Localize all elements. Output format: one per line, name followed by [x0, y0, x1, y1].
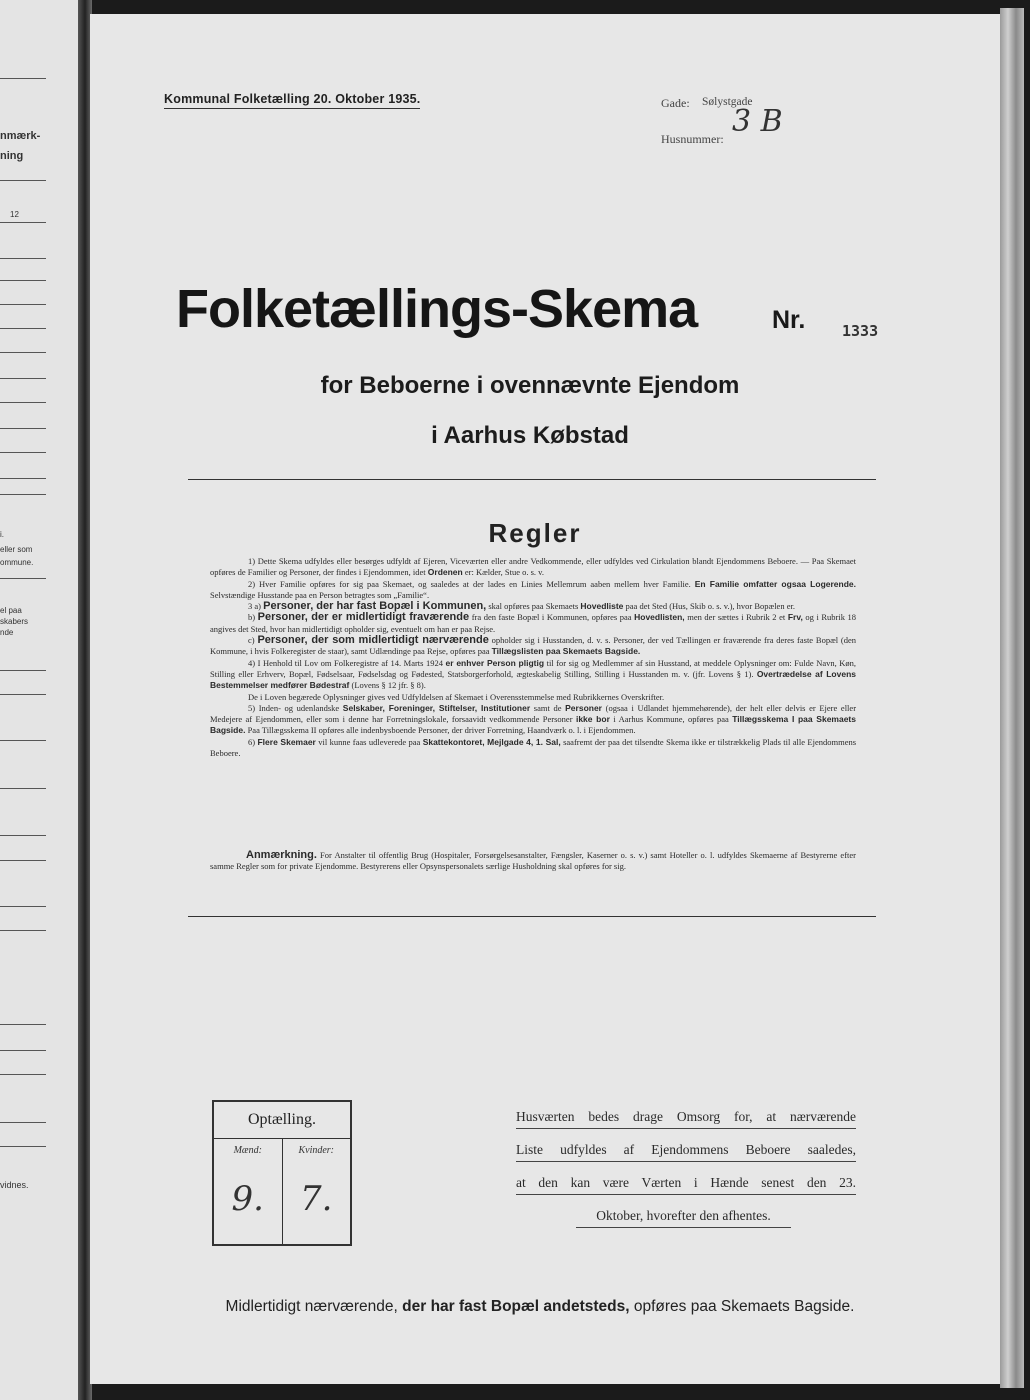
left-rule — [0, 280, 46, 281]
left-rule — [0, 258, 46, 259]
footer-note: Midlertidigt nærværende, der har fast Bopæl andetsteds, opføres paa Skemaets Bagside. — [225, 1298, 855, 1315]
left-rule — [0, 906, 46, 907]
rule-3c: c) Personer, der som midlertidigt nærværende opholder sig i Husstanden, d. v. s. Personer, der ved Tællingen er fraværende fra deres faste Bopæl (den Kommune, i hvis Folkeregister de staar), samt Udlændinge paa Rejse, opføres paa Tillægslisten paa Skemaets Bagside. — [210, 634, 857, 657]
men-count: 9. — [231, 1179, 264, 1219]
left-rule — [0, 180, 46, 181]
nr-label: Nr. — [772, 306, 806, 334]
count-box — [212, 1100, 352, 1246]
rules-heading: Regler — [488, 518, 582, 548]
left-rule — [0, 1050, 46, 1051]
rule-4-note: De i Loven begærede Oplysninger gives ved Udfyldelsen af Skemaet i Overensstemmelse med Rubrikkernes Overskrifter. — [248, 691, 665, 702]
left-rule — [0, 1074, 46, 1075]
left-text-fragment: nmærk- — [0, 130, 41, 142]
left-text-fragment: skabers — [0, 617, 29, 626]
left-rule — [0, 352, 46, 353]
left-text-fragment: i. — [0, 530, 4, 539]
left-rule — [0, 740, 46, 741]
left-text-fragment: 12 — [10, 210, 19, 219]
rule-6: 6) Flere Skemaer vil kunne faas udleverede paa Skattekontoret, Mejlgade 4, 1. Sal, saafremt der paa det tilsendte Skema ikke er tilstrækkelig Plads til alle Ejendommens Beboere. — [210, 736, 857, 759]
men-column — [214, 1139, 282, 1245]
left-rule — [0, 452, 46, 453]
left-text-fragment: vidnes. — [0, 1180, 29, 1190]
left-rule — [0, 860, 46, 861]
left-text-fragment: eller som — [0, 545, 33, 554]
left-rule — [0, 494, 46, 495]
left-rule — [0, 1122, 46, 1123]
rule-3b: b) Personer, der er midlertidigt fraværende fra den faste Bopæl i Kommunen, opføres paa Hovedlisten, men der sættes i Rubrik 2 et Frv, og i Rubrik 18 angives det Sted, hvor han midlertidigt opholder sig, eventuelt om han er paa Rejse. — [210, 611, 857, 634]
left-rule — [0, 328, 46, 329]
left-page-fragment — [0, 0, 82, 1400]
women-column — [282, 1139, 351, 1245]
page-title: Folketællings-Skema — [176, 279, 698, 339]
left-rule — [0, 402, 46, 403]
left-rule — [0, 578, 46, 579]
landlord-line: Husværten bedes drage Omsorg for, at nærværende — [516, 1106, 856, 1129]
divider — [188, 479, 876, 480]
left-rule — [0, 670, 46, 671]
rule-4: 4) I Henhold til Lov om Folkeregistre af 14. Marts 1924 er enhver Person pligtig til for sig og Medlemmer af sin Husstand, at meddele Oplysninger om: Fulde Navn, Køn, Stilling eller Erhverv, Bopæl, Fødselsaar, Fødselsdag og Fødested, Statsborgerforhold, ægteskabelig Stilling, Stilling i Husstanden m. v. (jfr. Lovens § 1). Overtrædelse af Lovens Bestemmelser medfører Bødestraf (Lovens § 12 jfr. § 8). — [210, 657, 857, 691]
landlord-instructions — [516, 1106, 856, 1238]
rule-2: 2) Hver Familie opføres for sig paa Skemaet, og saaledes at der lades en Linies Mellemrum aaben mellem hver Familie. En Familie omfatter ogsaa Logerende. Selvstændige Husstande paa en Person betragtes som „Familie“. — [210, 578, 856, 600]
left-text-fragment: nde — [0, 628, 14, 637]
rule-3a: 3 a) Personer, der har fast Bopæl i Kommunen, skal opføres paa Skemaets Hovedliste paa det Sted (Hus, Skib o. s. v.), hvor Bopælen er. — [248, 600, 795, 613]
house-number-value: 3 B — [732, 104, 783, 139]
left-rule — [0, 478, 46, 479]
left-text-fragment: ning — [0, 150, 24, 162]
landlord-line: Liste udfyldes af Ejendommens Beboere saaledes, — [516, 1139, 856, 1162]
left-rule — [0, 694, 46, 695]
landlord-line: at den kan være Værten i Hænde senest den 23. — [516, 1172, 856, 1195]
left-rule — [0, 222, 46, 223]
men-label: Mænd: — [233, 1145, 262, 1156]
left-rule — [0, 835, 46, 836]
landlord-line: Oktober, hvorefter den afhentes. — [576, 1205, 791, 1228]
rule-5: 5) Inden- og udenlandske Selskaber, Foreninger, Stiftelser, Institutioner samt de Personer (ogsaa i Udlandet hjemmehørende), der helt eller delvis er Ejere eller Medejere af Ejendommen, eller som i denne har Forretningslokale, forsaavidt vedkommende Personer ikke bor i Aarhus Kommune, opføres paa Tillægsskema I paa Skemaets Bagside. Paa Tillægsskema II opføres alle indenbysboende Personer, der driver Forretning, Haandværk o. l. i Ejendommen. — [210, 702, 857, 736]
left-rule — [0, 304, 46, 305]
left-text-fragment: el paa — [0, 606, 22, 615]
left-rule — [0, 1146, 46, 1147]
rules-text — [210, 556, 856, 759]
census-label: Kommunal Folketælling 20. Oktober 1935. — [164, 92, 420, 109]
house-number-label: Husnummer: — [661, 132, 724, 146]
street-value: Sølystgade — [702, 96, 753, 108]
subtitle-city: i Aarhus Købstad — [431, 422, 629, 449]
street-label: Gade: — [661, 96, 690, 110]
remark — [210, 850, 856, 873]
women-label: Kvinder: — [298, 1145, 335, 1156]
divider — [188, 916, 876, 917]
count-title: Optælling. — [214, 1102, 350, 1139]
women-count: 7. — [300, 1179, 333, 1219]
form-number: 1333 — [842, 322, 879, 340]
remark-label: Anmærkning. — [246, 849, 317, 861]
left-text-fragment: ommune. — [0, 558, 34, 567]
left-rule — [0, 78, 46, 79]
left-rule — [0, 788, 46, 789]
left-rule — [0, 930, 46, 931]
rule-1: 1) Dette Skema udfyldes eller besørges udfyldt af Ejeren, Viceværten eller andre Vedkommende, eller udfyldes ved Cirkulation blandt Ejendommens Beboere. — Paa Skemaet opføres de Familier og Personer, der findes i Ejendommen, idet Ordenen er: Kælder, Stue o. s. v. — [210, 556, 856, 578]
left-rule — [0, 1024, 46, 1025]
subtitle-residents: for Beboerne i ovennævnte Ejendom — [320, 372, 740, 399]
page-edges — [1000, 8, 1024, 1388]
remark-text: For Anstalter til offentlig Brug (Hospitaler, Forsørgelsesanstalter, Fængsler, Kaserner o. s. v.) samt Hoteller o. l. udfyldes Skemaerne af Bestyrerne efter samme Regler som for private Ejendomme. Bestyrerens eller Opsynspersonalets særlige Husholdning skal opføres for sig. — [210, 850, 856, 872]
